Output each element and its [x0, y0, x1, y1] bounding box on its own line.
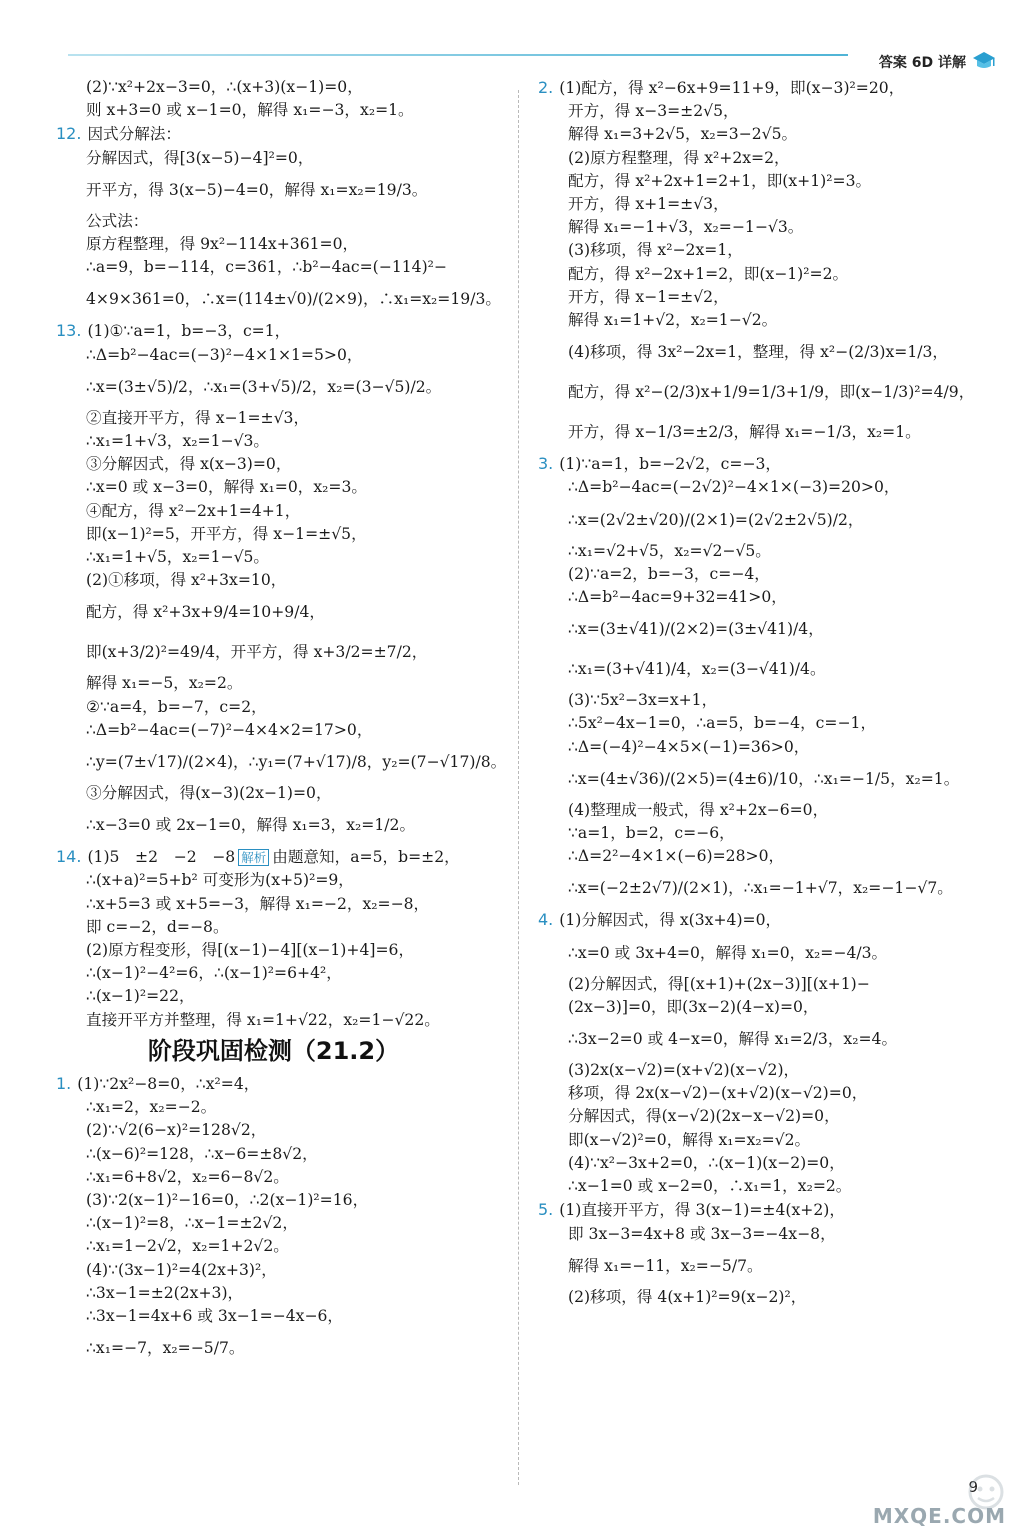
answer-line [56, 1235, 511, 1258]
answer-line [56, 845, 511, 869]
answer-text: 则 x+3=0 或 x−1=0，解得 x₁=−3，x₂=1。 [86, 101, 414, 120]
header-title: 答案 6D 详解 [878, 55, 966, 71]
answer-line [56, 893, 511, 916]
answer-text: ∴x₁=√2+√5，x₂=√2−√5。 [568, 541, 771, 560]
answer-text: 配方，得 x²−2x+1=2，即(x−1)²=2。 [568, 264, 849, 283]
answer-text: (4)移项，得 3x²−2x=1，整理，得 x²−(2/3)x=1/3， [568, 343, 949, 362]
answer-line [538, 476, 998, 499]
answer-text: ∴(x−1)²=22， [86, 987, 195, 1006]
answer-line [538, 563, 998, 586]
answer-line [56, 279, 511, 319]
graduation-cap-icon [972, 50, 996, 72]
answer-text: ∴Δ=2²−4×1×(−6)=28>0， [568, 847, 785, 866]
answer-line [538, 933, 998, 973]
answer-line [538, 452, 998, 476]
answer-text: (3)移项，得 x²−2x=1， [568, 241, 743, 260]
answer-line [538, 712, 998, 735]
answer-text: (2)原方程变形，得[(x−1)−4][(x−1)+4]=6， [86, 941, 415, 960]
answer-text: ∴x₁=2，x₂=−2。 [86, 1098, 217, 1117]
answer-text: ∴3x−2=0 或 4−x=0，解得 x₁=2/3，x₂=4。 [568, 1030, 898, 1049]
answer-line [56, 916, 511, 939]
answer-text: (2)∵a=2，b=−3，c=−4， [568, 564, 770, 583]
answer-text: 即(x−1)²=5，开平方，得 x−1=±√5， [86, 524, 367, 543]
answer-text: ∴x=(4±√36)/(2×5)=(4±6)/10，∴x₁=−1/5，x₂=1。 [568, 769, 960, 788]
answer-text: ∴3x−1=±2(2x+3)， [86, 1283, 244, 1302]
answer-line [56, 344, 511, 367]
answer-line [56, 805, 511, 845]
answer-line [56, 1009, 511, 1032]
answer-text: ∴y=(7±√17)/(2×4)，∴y₁=(7+√17)/8，y₂=(7−√17)/8。 [86, 753, 507, 772]
answer-text: 开方，得 x−3=±2√5， [568, 102, 739, 121]
watermark-text: MXQE.COM [872, 1504, 1006, 1528]
answer-text: (4)∵x²−3x+2=0，∴(x−1)(x−2)=0， [568, 1153, 845, 1172]
answer-line [538, 996, 998, 1019]
answer-line [538, 609, 998, 649]
column-divider [518, 90, 519, 1485]
answer-text: 即(x+3/2)²=49/4，开平方，得 x+3/2=±7/2， [86, 643, 428, 662]
answer-line [538, 1198, 998, 1222]
answer-line [56, 1212, 511, 1235]
answer-line [56, 319, 511, 343]
answer-text: 即(x−√2)²=0，解得 x₁=x₂=√2。 [568, 1130, 811, 1149]
answer-line [538, 286, 998, 309]
answer-text: 开方，得 x+1=±√3， [568, 195, 729, 214]
answer-text: (1)∵a=1，b=−2√2，c=−3， [559, 455, 782, 474]
answer-text: (2)①移项，得 x²+3x=10， [86, 571, 287, 590]
answer-line [538, 170, 998, 193]
answer-line [538, 1286, 998, 1309]
header-rule [68, 54, 848, 56]
answer-text: ②∵a=4，b=−7，c=2， [86, 697, 267, 716]
answer-text: (1)分解因式，得 x(3x+4)=0， [559, 911, 782, 930]
answer-line [538, 649, 998, 689]
answer-line [538, 412, 998, 452]
answer-text: ③分解因式，得 x(x−3)=0， [86, 455, 292, 474]
answer-line [56, 1143, 511, 1166]
analysis-tag: 解析 [238, 849, 269, 866]
answer-text: 即 3x−3=4x+8 或 3x−3=−4x−8， [568, 1224, 836, 1243]
answer-text: (1)∵2x²−8=0，∴x²=4， [77, 1074, 260, 1093]
answer-text: ∴x₁=1+√3，x₂=1−√3。 [86, 432, 270, 451]
answer-text: 由题意知，a=5，b=±2， [272, 848, 460, 867]
answer-line [538, 372, 998, 412]
answer-line [56, 962, 511, 985]
answer-line [56, 569, 511, 592]
answer-line [56, 407, 511, 430]
answer-text: ∴Δ=b²−4ac=(−7)²−4×4×2=17>0， [86, 720, 373, 739]
answer-line [538, 1059, 998, 1082]
answer-line [538, 500, 998, 540]
answer-line [538, 1246, 998, 1286]
answer-text: 公式法： [86, 211, 149, 230]
answer-line [56, 1259, 511, 1282]
answer-line [538, 1152, 998, 1175]
answer-line [538, 239, 998, 262]
answer-text: 解得 x₁=1+√2，x₂=1−√2。 [568, 311, 778, 330]
answer-line [56, 1282, 511, 1305]
answer-line [56, 632, 511, 672]
question-number: 2. [538, 78, 554, 97]
answer-text: 配方，得 x²+3x+9/4=10+9/4， [86, 603, 325, 622]
answer-text: ∴5x²−4x−1=0，∴a=5，b=−4，c=−1， [568, 714, 877, 733]
answer-text: ∴x+5=3 或 x+5=−3，解得 x₁=−2，x₂=−8， [86, 894, 430, 913]
answer-line [56, 696, 511, 719]
answer-text: (3)2x(x−√2)=(x+√2)(x−√2)， [568, 1061, 800, 1080]
question-number: 4. [538, 910, 554, 930]
answer-text: ∴x₁=6+8√2，x₂=6−8√2。 [86, 1167, 289, 1186]
right-column [538, 76, 998, 1309]
answer-line [538, 1175, 998, 1198]
answer-text: ∴Δ=b²−4ac=(−3)²−4×1×1=5>0， [86, 345, 363, 364]
answer-text: 移项，得 2x(x−√2)−(x+√2)(x−√2)=0， [568, 1084, 868, 1103]
answer-line [538, 1129, 998, 1152]
question-number: 14. [56, 847, 82, 867]
answer-line [56, 672, 511, 695]
answer-text: ∴3x−1=4x+6 或 3x−1=−4x−6， [86, 1306, 344, 1325]
answer-line [56, 782, 511, 805]
answer-line [538, 100, 998, 123]
answer-text: ∴x−1=0 或 x−2=0，∴x₁=1，x₂=2。 [568, 1177, 852, 1196]
answer-line [56, 869, 511, 892]
answer-line [56, 147, 511, 170]
answer-text: ∴x=0 或 3x+4=0，解得 x₁=0，x₂=−4/3。 [568, 943, 888, 962]
answer-text: ∴Δ=b²−4ac=(−2√2)²−4×1×(−3)=20>0， [568, 478, 900, 497]
answer-text: ∴x=0 或 x−3=0，解得 x₁=0，x₂=3。 [86, 478, 367, 497]
answer-line [56, 430, 511, 453]
answer-line [538, 332, 998, 372]
answer-line [56, 1166, 511, 1189]
answer-line [538, 1082, 998, 1105]
answer-line [538, 147, 998, 170]
answer-line [56, 1328, 511, 1368]
answer-text: 解得 x₁=−11，x₂=−5/7。 [568, 1256, 763, 1275]
answer-line [538, 799, 998, 822]
answer-text: ∴x=(2√2±√20)/(2×1)=(2√2±2√5)/2， [568, 510, 864, 529]
answer-line [538, 868, 998, 908]
answer-text: (2)分解因式，得[(x+1)+(2x−3)][(x+1)− [568, 974, 870, 993]
answer-line [538, 736, 998, 759]
answer-line [56, 1072, 511, 1096]
answer-text: (2x−3)]=0，即(3x−2)(4−x)=0， [568, 997, 819, 1016]
answer-text: (1)直接开平方，得 3(x−1)=±4(x+2)， [559, 1201, 845, 1220]
answer-line [56, 742, 511, 782]
question-number: 1. [56, 1073, 72, 1093]
answer-line [538, 1223, 998, 1246]
answer-text: ∴(x−1)²=8，∴x−1=±2√2， [86, 1214, 298, 1233]
answer-text: ④配方，得 x²−2x+1=4+1， [86, 501, 301, 520]
answer-text: ∵a=1，b=2，c=−6， [568, 824, 735, 843]
answer-text: 分解因式，得(x−√2)(2x−x−√2)=0， [568, 1107, 840, 1126]
answer-text: 解得 x₁=−5，x₂=2。 [86, 674, 243, 693]
answer-line [56, 1119, 511, 1142]
answer-text: (2)∵√2(6−x)²=128√2， [86, 1121, 267, 1140]
answer-text: 配方，得 x²+2x+1=2+1，即(x+1)²=3。 [568, 171, 872, 190]
answer-text: ∴(x−6)²=128，∴x−6=±8√2， [86, 1144, 318, 1163]
left-column [56, 76, 511, 1368]
answer-line [538, 216, 998, 239]
answer-text: 因式分解法： [87, 125, 182, 144]
answer-text: ∴x₁=−7，x₂=−5/7。 [86, 1339, 245, 1358]
answer-text: (1)配方，得 x²−6x+9=11+9，即(x−3)²=20， [559, 79, 905, 97]
answer-text: ∴Δ=(−4)²−4×5×(−1)=36>0， [568, 737, 810, 756]
answer-text: ∴x₁=1+√5，x₂=1−√5。 [86, 548, 270, 567]
answer-line [538, 759, 998, 799]
answer-line [56, 546, 511, 569]
answer-line [56, 76, 511, 99]
answer-line [538, 309, 998, 332]
answer-line [538, 908, 998, 932]
answer-line [538, 1019, 998, 1059]
page-number: 9 [968, 1478, 978, 1496]
answer-line [538, 973, 998, 996]
answer-line [538, 845, 998, 868]
answer-text: 4×9×361=0，∴x=(114±√0)/(2×9)，∴x₁=x₂=19/3。 [86, 290, 501, 309]
answer-text: ∴(x+a)²=5+b² 可变形为(x+5)²=9， [86, 871, 354, 890]
answer-line [56, 523, 511, 546]
answer-text: (3)∵2(x−1)²−16=0，∴2(x−1)²=16， [86, 1190, 369, 1209]
answer-text: 即 c=−2，d=−8。 [86, 917, 229, 936]
question-number: 12. [56, 124, 82, 144]
answer-line [56, 122, 511, 146]
answer-line [538, 540, 998, 563]
answer-line [56, 500, 511, 523]
answer-text: 配方，得 x²−(2/3)x+1/9=1/3+1/9，即(x−1/3)²=4/9， [568, 383, 975, 402]
answer-line [56, 719, 511, 742]
answer-text: (4)∵(3x−1)²=4(2x+3)²， [86, 1260, 277, 1279]
answer-text: 开平方，得 3(x−5)−4=0，解得 x₁=x₂=19/3。 [86, 180, 428, 199]
answer-text: ②直接开平方，得 x−1=±√3， [86, 408, 310, 427]
answer-text: ∴a=9，b=−114，c=361，∴b²−4ac=(−114)²− [86, 258, 447, 277]
answer-text: (1)①∵a=1，b=−3，c=1， [87, 322, 291, 341]
answer-text: (1)5 ±2 −2 −8 [87, 848, 236, 867]
answer-text: 原方程整理，得 9x²−114x+361=0， [86, 235, 359, 254]
answer-line [538, 1105, 998, 1128]
answer-line [538, 263, 998, 286]
answer-text: ∴Δ=b²−4ac=9+32=41>0， [568, 588, 787, 607]
answer-text: (2)∵x²+2x−3=0，∴(x+3)(x−1)=0， [86, 78, 363, 96]
question-number: 13. [56, 321, 82, 341]
answer-line [538, 193, 998, 216]
answer-text: ∴x−3=0 或 2x−1=0，解得 x₁=3，x₂=1/2。 [86, 816, 416, 835]
answer-text: ③分解因式，得(x−3)(2x−1)=0， [86, 784, 332, 803]
answer-line [56, 256, 511, 279]
answer-line [56, 170, 511, 210]
answer-text: 解得 x₁=3+2√5，x₂=3−2√5。 [568, 125, 798, 144]
answer-line [56, 233, 511, 256]
answer-text: 开方，得 x−1=±√2， [568, 287, 729, 306]
answer-line [56, 592, 511, 632]
question-number: 3. [538, 454, 554, 474]
answer-text: ∴x=(3±√41)/(2×2)=(3±√41)/4， [568, 620, 824, 639]
question-number: 5. [538, 1200, 554, 1220]
answer-line [56, 453, 511, 476]
answer-text: ∴(x−1)²−4²=6，∴(x−1)²=6+4²， [86, 964, 342, 983]
answer-line [56, 367, 511, 407]
answer-line [56, 1096, 511, 1119]
answer-line [538, 586, 998, 609]
answer-line [538, 822, 998, 845]
section-title: 阶段巩固检测（21.2） [147, 1036, 400, 1065]
answer-line [56, 99, 511, 122]
answer-line [56, 1189, 511, 1212]
answer-line [538, 689, 998, 712]
answer-line [56, 985, 511, 1008]
answer-text: (3)∵5x²−3x=x+1， [568, 691, 718, 710]
answer-text: (4)整理成一般式，得 x²+2x−6=0， [568, 800, 829, 819]
answer-line [56, 1305, 511, 1328]
answer-text: 直接开平方并整理，得 x₁=1+√22，x₂=1−√22。 [86, 1010, 440, 1029]
answer-text: (2)移项，得 4(x+1)²=9(x−2)²， [568, 1287, 807, 1306]
answer-line [56, 476, 511, 499]
answer-line [538, 123, 998, 146]
answer-text: ∴x₁=1−2√2，x₂=1+2√2。 [86, 1237, 289, 1256]
answer-text: (2)原方程整理，得 x²+2x=2， [568, 148, 790, 167]
answer-text: ∴x=(3±√5)/2，∴x₁=(3+√5)/2，x₂=(3−√5)/2。 [86, 377, 442, 396]
answer-text: ∴x₁=(3+√41)/4，x₂=(3−√41)/4。 [568, 660, 826, 679]
answer-text: 解得 x₁=−1+√3，x₂=−1−√3。 [568, 218, 804, 237]
answer-line [56, 210, 511, 233]
answer-text: 开方，得 x−1/3=±2/3，解得 x₁=−1/3，x₂=1。 [568, 423, 921, 442]
answer-text: 分解因式，得[3(x−5)−4]²=0， [86, 148, 314, 167]
answer-line [538, 76, 998, 100]
answer-text: ∴x=(−2±2√7)/(2×1)，∴x₁=−1+√7，x₂=−1−√7。 [568, 879, 953, 898]
answer-line [56, 939, 511, 962]
